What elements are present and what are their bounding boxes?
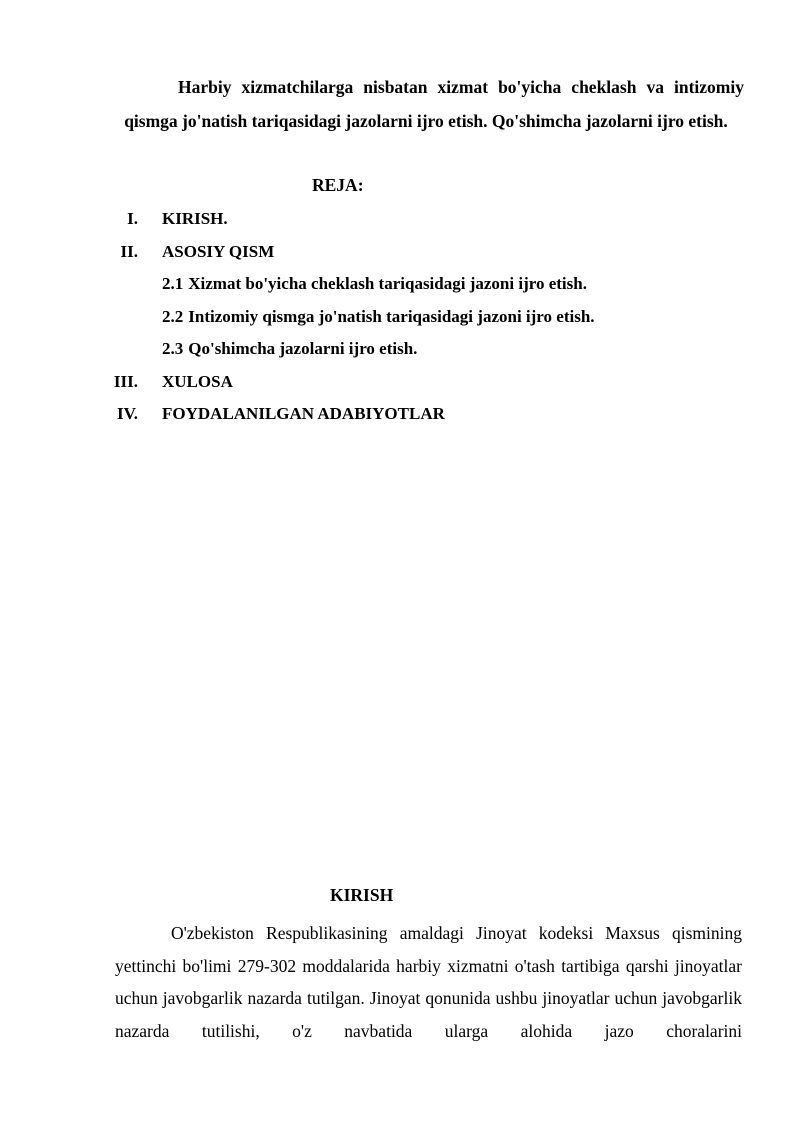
- plan-subitem-line: [162, 335, 417, 363]
- plan-item-number: IV.: [117, 404, 138, 423]
- plan-subitem-2-2: [0, 303, 800, 336]
- intro-heading: KIRISH: [330, 885, 394, 905]
- document-title: Harbiy xizmatchilarga nisbatan xizmat bo'yicha cheklash va intizomiy qismga jo'natish tariqasidagi jazolarni ijro etish. Qo'shimcha jazolarni ijro etish.: [124, 77, 744, 131]
- plan-item-xulosa: [0, 368, 800, 401]
- intro-paragraph: O'zbekiston Respublikasining amaldagi Jinoyat kodeksi Maxsus qismining yettinchi bo'limi 279-302 moddalarida harbiy xizmatni o'tash tartibiga qarshi jinoyatlar uchun javobgarlik nazarda tutilgan. Jinoyat qonunida ushbu jinoyatlar uchun javobgarlik nazarda tutilishi, o'z navbatida ularga alohida jazo choralarini: [115, 923, 742, 1041]
- plan-subitem-text: Xizmat bo'yicha cheklash tariqasidagi jazoni ijro etish.: [188, 274, 587, 293]
- plan-item-number: II.: [120, 241, 138, 261]
- plan-item-text: ASOSIY QISM: [162, 241, 275, 261]
- plan-subitem-line: [162, 303, 595, 331]
- plan-subitem-2-3: [0, 335, 800, 368]
- plan-item-foydalanilgan-adabiyotlar: [0, 400, 800, 433]
- plan-subitem-line: [162, 270, 587, 298]
- plan-item-number: III.: [113, 371, 138, 391]
- plan-subitem-text: Qo'shimcha jazolarni ijro etish.: [188, 339, 418, 358]
- plan-subitem-number: 2.1: [162, 274, 184, 293]
- plan-item-number: I.: [127, 209, 138, 228]
- plan-item-text: XULOSA: [162, 371, 233, 391]
- plan-item-text: KIRISH.: [162, 209, 228, 228]
- plan-item-asosiy-qism: [0, 238, 800, 271]
- plan-heading: REJA:: [312, 175, 364, 195]
- plan-list: [0, 205, 800, 433]
- plan-subitem-text: Intizomiy qismga jo'natish tariqasidagi jazoni ijro etish.: [188, 306, 595, 326]
- plan-item-kirish: [0, 205, 800, 238]
- plan-item-text: FOYDALANILGAN ADABIYOTLAR: [162, 404, 445, 423]
- plan-subitem-number: 2.2: [162, 306, 184, 326]
- plan-subitem-number: 2.3: [162, 339, 184, 358]
- plan-subitem-2-1: [0, 270, 800, 303]
